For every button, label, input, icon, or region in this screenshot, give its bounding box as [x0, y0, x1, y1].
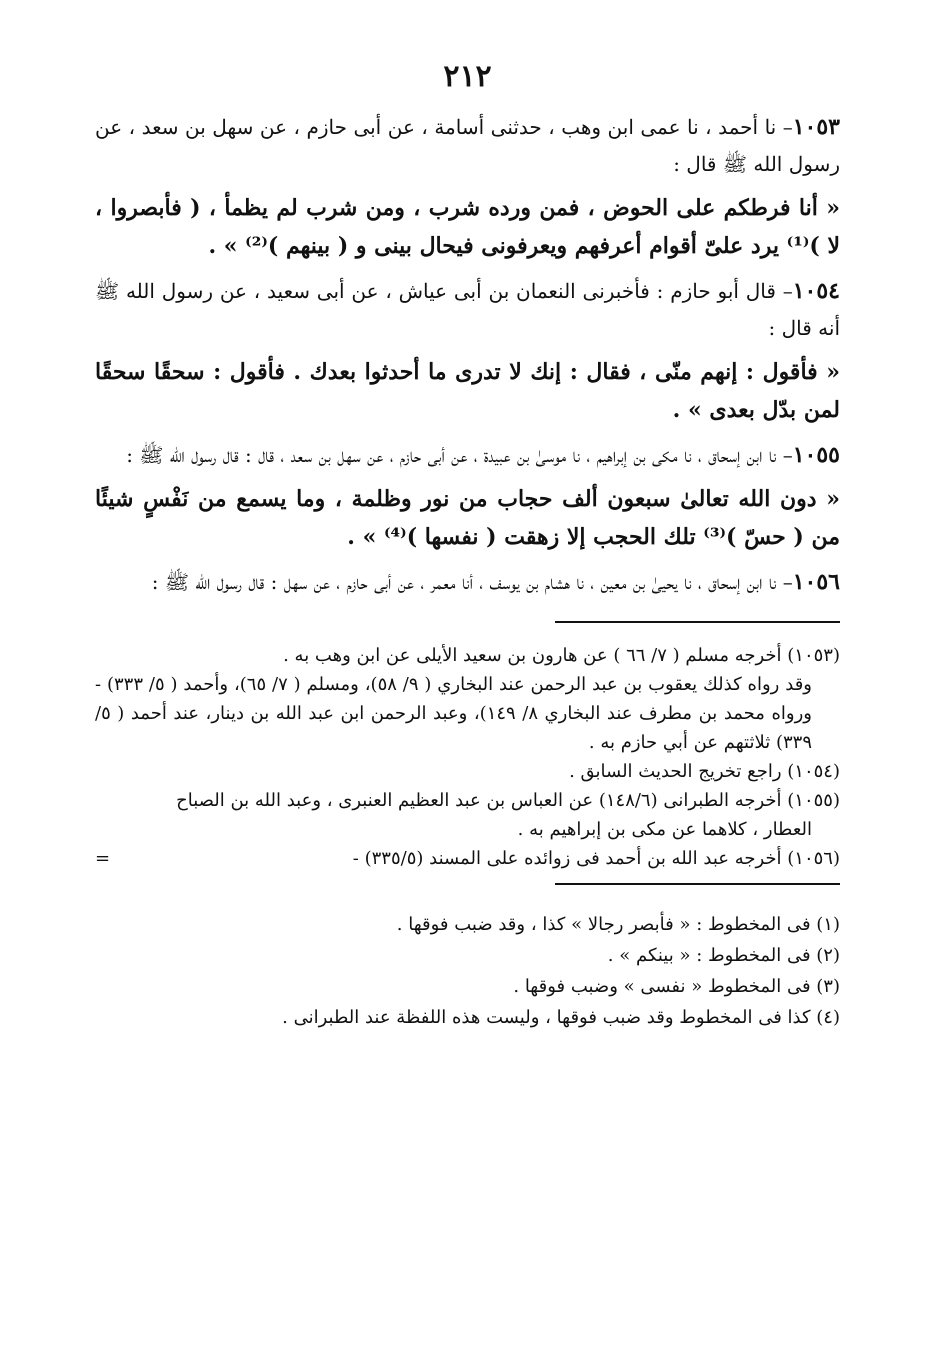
note-3: (٣) فى المخطوط « نفسى » وضبب فوقها . — [513, 976, 840, 997]
hadith-number: ١٠٥٣ — [792, 114, 840, 140]
manuscript-notes — [95, 909, 840, 1033]
note-1: (١) فى المخطوط : « فأبصر رجالا » كذا ، وقد ضبب فوقها . — [396, 914, 840, 935]
takhrij-1054 — [95, 757, 840, 786]
takhrij-continuation: وقد رواه كذلك يعقوب بن عبد الرحمن عند البخاري ( ٩/ ٥٨)، ومسلم ( ٧/ ٦٥)، وأحمد ( ٥/ ٣٣٣) - ورواه محمد بن مطرف عند البخاري ٨/ ١٤٩)، وعبد الرحمن ابن عبد الله بن دينار، عند أحمد ( ٥/ ٣٣٩) ثلاثتهم عن أبي حازم به . — [95, 674, 812, 753]
hadith-1054 — [95, 273, 840, 429]
page — [95, 55, 840, 1033]
hadith-isnad: – نا ابن إسحاق ، نا يحيىٰ بن معين ، نا هشام بن يوسف ، أنا معمر ، عن أبى حازم ، عن سهل : قال رسول الله ﷺ : — [151, 570, 793, 594]
continuation-mark: = — [95, 848, 111, 869]
page-number: ٢١٢ — [443, 59, 492, 94]
takhrij-1056 — [95, 844, 840, 873]
footnote-divider — [555, 621, 840, 623]
takhrij-continuation: العطار ، كلاهما عن مكى بن إبراهيم به . — [517, 819, 812, 840]
notes-divider — [555, 883, 840, 885]
takhrij-text: (١٠٥٦) أخرجه عبد الله بن أحمد فى زوائده على المسند (٣٣٥/٥) - — [352, 848, 840, 869]
takhrij-1055 — [95, 786, 840, 844]
takhrij-text: (١٠٥٣) أخرجه مسلم ( ٧/ ٦٦ ) عن هارون بن سعيد الأيلى عن ابن وهب به . — [283, 645, 840, 666]
hadith-number: ١٠٥٦ — [792, 569, 840, 595]
hadith-matn: « فأقول : إنهم منّى ، فقال : إنك لا تدرى ما أحدثوا بعدك . فأقول : سحقًا سحقًا لمن بدّل بعدى » . — [95, 359, 840, 423]
takhrij-text: (١٠٥٤) راجع تخريج الحديث السابق . — [569, 761, 840, 782]
note-2: (٢) فى المخطوط : « بينكم » . — [607, 945, 840, 966]
takhrij-text: (١٠٥٥) أخرجه الطبرانى (١٤٨/٦) عن العباس بن عبد العظيم العنبرى ، وعبد الله بن الصباح — [176, 790, 840, 811]
hadith-number: ١٠٥٥ — [792, 442, 840, 468]
hadith-1055 — [95, 437, 840, 556]
hadith-matn: « أنا فرطكم على الحوض ، فمن ورده شرب ، ومن شرب لم يظمأ ، ( فأبصروا ، لا )⁽¹⁾ يرد علىّ أقوام أعرفهم ويعرفونى فيحال بينى و ( بينهم )⁽²⁾ » . — [95, 195, 840, 259]
takhrij-section — [95, 641, 840, 873]
hadith-isnad: – نا ابن إسحاق ، نا مكى بن إبراهيم ، نا موسىٰ بن عبيدة ، عن أبى حازم ، عن سهل بن سعد ، قال : قال رسول الله ﷺ : — [126, 443, 793, 467]
takhrij-1053 — [95, 641, 840, 757]
hadith-isnad: – نا أحمد ، نا عمى ابن وهب ، حدثنى أسامة ، عن أبى حازم ، عن سهل بن سعد ، عن رسول الله ﷺ قال : — [95, 115, 840, 176]
hadith-isnad: – قال أبو حازم : فأخبرنى النعمان بن أبى عياش ، عن أبى سعيد ، عن رسول الله ﷺ أنه قال : — [95, 279, 840, 340]
note-4: (٤) كذا فى المخطوط وقد ضبب فوقها ، وليست هذه اللفظة عند الطبرانى . — [282, 1007, 840, 1028]
hadith-number: ١٠٥٤ — [792, 278, 840, 304]
hadith-matn: « دون الله تعالىٰ سبعون ألف حجاب من نور وظلمة ، وما يسمع من نَفْسٍ شيئًا من ( حسّ )⁽³⁾ تلك الحجب إلا زهقت ( نفسها )⁽⁴⁾ » . — [95, 486, 840, 550]
hadith-1053 — [95, 109, 840, 265]
hadith-1056 — [95, 564, 840, 601]
